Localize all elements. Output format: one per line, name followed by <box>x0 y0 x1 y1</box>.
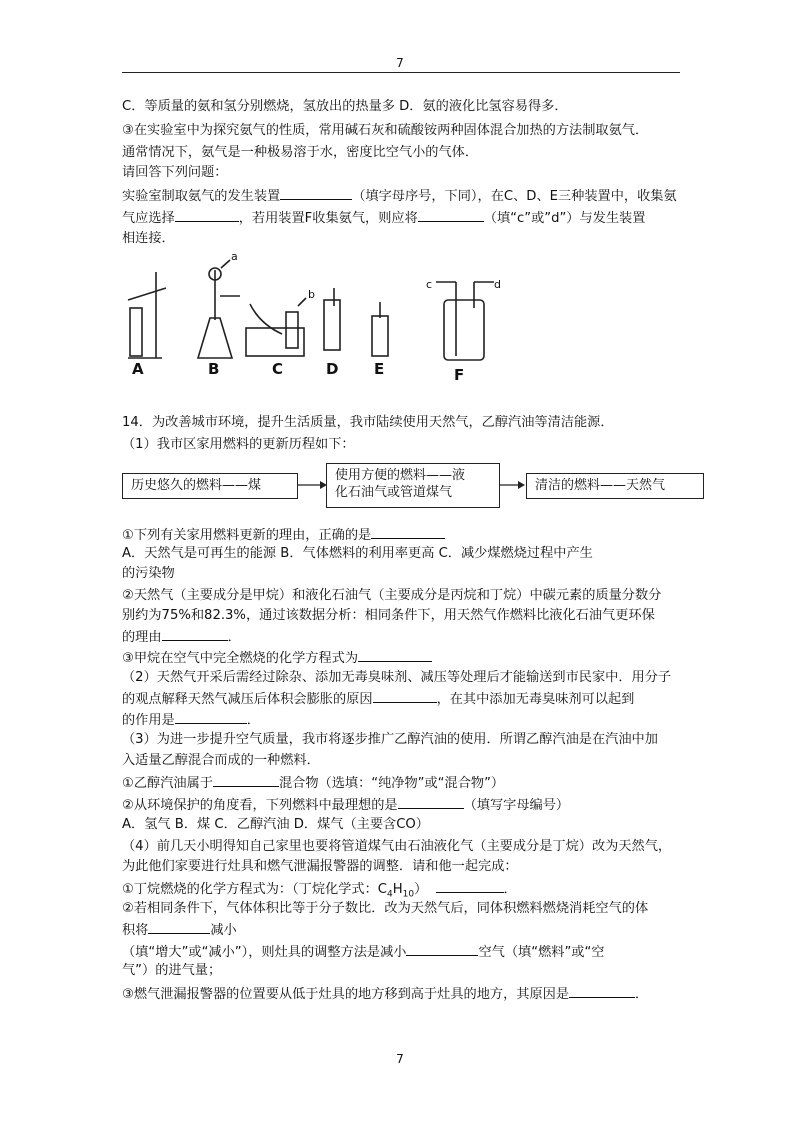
text: （填“增大”或“减小”），则灶具的调整方法是减小 <box>122 945 407 960</box>
text: ③甲烷在空气中完全燃烧的化学方程式为 <box>122 651 359 666</box>
text-line: C．等质量的氨和氢分别燃烧，氢放出的热量多 D．氨的液化比氢容易得多． <box>122 99 568 114</box>
text-line: ②若相同条件下，气体体积比等于分子数比．改为天然气后，同体积燃料燃烧消耗空气的体 <box>122 901 649 916</box>
fuel-history-flowchart <box>122 463 702 511</box>
apparatus-e-bottle <box>372 316 388 356</box>
text: ①乙醇汽油属于 <box>122 776 213 791</box>
text-line: A．氢气 B．煤 C．乙醇汽油 D．煤气（主要含CO） <box>122 817 429 832</box>
text: ． <box>227 630 241 645</box>
text: ③燃气泄漏报警器的位置要从低于灶具的地方移到高于灶具的地方，其原因是 <box>122 987 570 1002</box>
question-14-title: 14．为改善城市环境，提升生活质量，我市陆续使用天然气，乙醇汽油等清洁能源． <box>122 415 614 430</box>
apparatus-c-bottle <box>286 312 298 348</box>
flow-box-natural-gas: 清洁的燃料——天然气 <box>526 473 704 499</box>
answer-blank[interactable] <box>371 525 445 539</box>
text: 的观点解释天然气减压后体积会膨胀的原因 <box>122 692 373 707</box>
text: 的理由 <box>122 630 162 645</box>
flow-box-coal: 历史悠久的燃料——煤 <box>122 473 298 499</box>
answer-blank[interactable] <box>569 984 635 998</box>
apparatus-a-burner <box>130 308 142 356</box>
flow-box-lpg-line2: 化石油气或管道煤气 <box>335 485 453 500</box>
apparatus-label-c: C <box>272 360 284 378</box>
subscript: 4 <box>387 889 393 900</box>
page-number-bottom: 7 <box>396 1052 404 1066</box>
apparatus-a-tube <box>128 288 166 300</box>
answer-blank[interactable] <box>175 208 239 222</box>
text: H <box>392 882 403 897</box>
text-line <box>122 648 432 668</box>
text-line: 入适量乙醇混合而成的一种燃料． <box>122 753 320 768</box>
text: ，若用装置F收集氨气，则应将 <box>238 211 418 226</box>
subscript: 10 <box>402 889 415 900</box>
text-line: 相连接． <box>122 231 175 246</box>
text-line <box>122 627 241 647</box>
text: ） <box>414 882 428 897</box>
apparatus-drawing <box>122 248 502 388</box>
apparatus-label-d: D <box>326 360 339 378</box>
answer-blank[interactable] <box>162 627 228 641</box>
answer-blank[interactable] <box>148 920 210 934</box>
text: （填字母序号，下同），在C、D、E三种装置中，收集氨 <box>352 189 677 204</box>
text: ①下列有关家用燃料更新的理由，正确的是 <box>122 528 372 543</box>
text: 气应选择 <box>122 211 175 226</box>
text: （填“c”或”d”）与发生装置 <box>483 211 646 226</box>
text-line: （2）天然气开采后需经过除杂、添加无毒臭味剂、减压等处理后才能输送到市民家中．用分子 <box>122 670 672 685</box>
text-line <box>122 689 634 709</box>
apparatus-b-flask <box>198 318 232 358</box>
text: ，在其中添加无毒臭味剂可以起到 <box>436 692 635 707</box>
text: 减小 <box>210 923 237 938</box>
text-line: 请回答下列问题： <box>122 165 228 180</box>
apparatus-c-trough <box>246 328 304 356</box>
mark-d: d <box>494 278 501 291</box>
mark-b: b <box>308 288 315 301</box>
text-line <box>122 984 648 1004</box>
text: 的作用是 <box>122 713 175 728</box>
answer-blank[interactable] <box>418 208 484 222</box>
answer-blank[interactable] <box>398 795 464 809</box>
text-line: ③在实验室中为探究氨气的性质，常用碱石灰和硫酸铵两种固体混合加热的方法制取氨气． <box>122 123 649 138</box>
apparatus-c-label-line <box>298 298 306 306</box>
apparatus-b-label-line <box>221 260 230 268</box>
answer-blank[interactable] <box>280 186 352 200</box>
text: ． <box>635 987 649 1002</box>
text-line <box>122 795 569 815</box>
apparatus-label-a: A <box>132 360 144 378</box>
text-line: （3）为进一步提升空气质量，我市将逐步推广乙醇汽油的使用．所谓乙醇汽油是在汽油中加 <box>122 732 658 747</box>
answer-blank[interactable] <box>175 710 247 724</box>
text-line: A．天然气是可再生的能源 B．气体燃料的利用率更高 C．减少煤燃烧过程中产生 <box>122 546 593 561</box>
answer-blank[interactable] <box>373 689 437 703</box>
text: （填写字母编号） <box>463 798 570 813</box>
text-line: 的污染物 <box>122 566 175 581</box>
apparatus-d-bottle <box>324 300 340 350</box>
text: 实验室制取氨气的发生装置 <box>122 189 281 204</box>
text-line <box>122 773 504 793</box>
text-line: 气”）的进气量； <box>122 963 222 978</box>
page-number-top: 7 <box>396 56 404 70</box>
mark-a: a <box>231 250 238 263</box>
text: 混合物（选填：“纯净物”或“混合物”） <box>278 776 505 791</box>
mark-c: c <box>426 278 433 291</box>
apparatus-label-e: E <box>374 360 385 378</box>
apparatus-label-f: F <box>454 366 465 384</box>
text-line <box>122 710 260 730</box>
text-line <box>122 920 237 940</box>
apparatus-c-tube <box>250 304 282 334</box>
apparatus-f-bottle <box>444 300 484 360</box>
text: ． <box>503 882 517 897</box>
text: 积将 <box>122 923 149 938</box>
text-line: 别约为75%和82.3%，通过该数据分析：相同条件下，用天然气作燃料比液化石油气更环保 <box>122 608 655 623</box>
text-line: （4）前几天小明得知自己家里也要将管道煤气由石油液化气（主要成分是丁烷）改为天然气， <box>122 839 672 854</box>
text: 空气（填“燃料”或“空 <box>478 945 605 960</box>
text-line <box>122 525 445 545</box>
answer-blank[interactable] <box>436 879 504 893</box>
answer-blank[interactable] <box>406 942 478 956</box>
lab-apparatus-figure <box>122 248 502 388</box>
text-line <box>122 208 645 228</box>
text-line: ②天然气（主要成分是甲烷）和液化石油气（主要成分是丙烷和丁烷）中碳元素的质量分数分 <box>122 588 662 603</box>
text: ②从环境保护的角度看，下列燃料中最理想的是 <box>122 798 398 813</box>
flow-box-lpg-line1: 使用方便的燃料——液 <box>335 468 466 483</box>
text-line: 为此他们家要进行灶具和燃气泄漏报警器的调整．请和他一起完成： <box>122 859 518 874</box>
text: ①丁烷燃烧的化学方程式为：（丁烷化学式：C <box>122 882 387 897</box>
text-line <box>122 186 677 206</box>
apparatus-label-b: B <box>208 360 220 378</box>
header-rule <box>122 72 680 73</box>
text: ． <box>246 713 260 728</box>
text-line: 通常情况下，氨气是一种极易溶于水，密度比空气小的气体． <box>122 145 479 160</box>
flow-box-lpg <box>326 463 500 508</box>
text-line: （1）我市区家用燃料的更新历程如下： <box>122 437 355 452</box>
answer-blank[interactable] <box>213 773 279 787</box>
text-line <box>122 942 604 962</box>
answer-blank[interactable] <box>358 648 432 662</box>
